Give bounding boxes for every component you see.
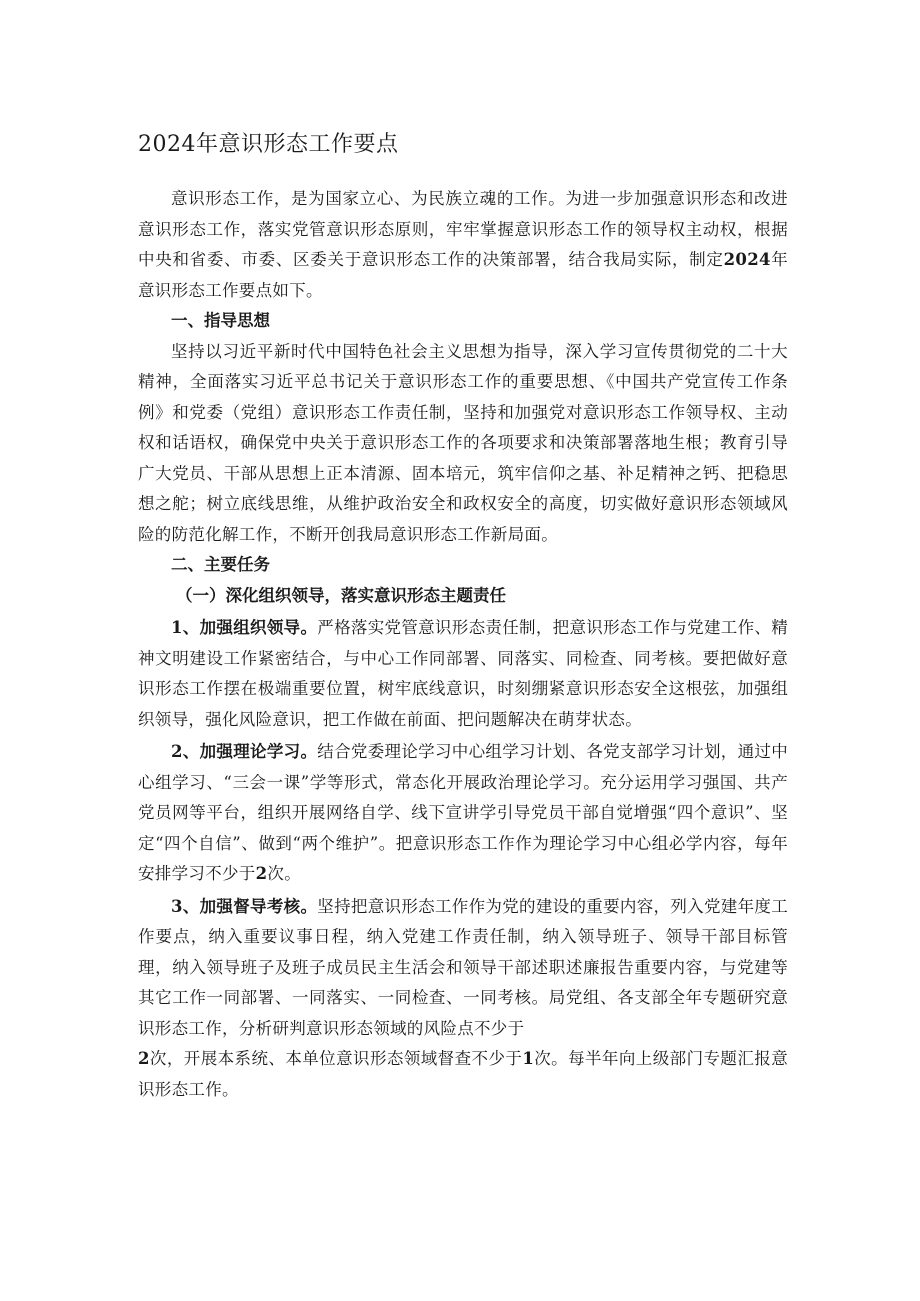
task-item-3-num-2: 1 bbox=[522, 1049, 535, 1068]
document-page bbox=[138, 128, 788, 1105]
intro-paragraph bbox=[138, 184, 788, 306]
task-item-1-lead: 1、加强组织领导。 bbox=[171, 618, 318, 637]
task-item-3-lead: 3、加强督导考核。 bbox=[171, 896, 318, 916]
intro-year: 2024 bbox=[723, 250, 771, 269]
task-item-3-cont-a: 次，开展本系统、本单位意识形态领域督查不少于 bbox=[149, 1049, 523, 1068]
section-heading-guiding-ideology: 一、指导思想 bbox=[171, 311, 270, 330]
subsection-heading-organization: （一）深化组织领导，落实意识形态主题责任 bbox=[175, 585, 506, 605]
task-item-2-tail: 次。 bbox=[267, 864, 301, 883]
intro-text-b: 年意识形态工作要点如下。 bbox=[138, 250, 788, 300]
task-item-1-body: 严格落实党管意识形态责任制，把意识形态工作与党建工作、精神文明建设工作紧密结合，与中心工作同部署、同落实、同检查、同考核。要把做好意识形态工作摆在极端重要位置，树牢底线意识，时刻绷紧意识形态安全这根弦，加强组织领导，强化风险意识，把工作做在前面、把问题解决在萌芽状态。 bbox=[138, 618, 789, 729]
task-item-3 bbox=[138, 892, 788, 1045]
task-item-3-body: 坚持把意识形态工作作为党的建设的重要内容，列入党建年度工作要点，纳入重要议事日程，纳入党建工作责任制，纳入领导班子、领导干部目标管理，纳入领导班子及班子成员民主生活会和领导干部述职述廉报告重要内容，与党建等其它工作一同部署、一同落实、一同检查、一同考核。局党组、各支部全年专题研究意识形态工作，分析研判意识形态领域的风险点不少于 bbox=[138, 896, 789, 1038]
section-heading-main-tasks: 二、主要任务 bbox=[171, 555, 270, 574]
task-item-2 bbox=[138, 737, 788, 890]
document-title: 2024年意识形态工作要点 bbox=[138, 132, 399, 157]
task-item-2-body: 结合党委理论学习中心组学习计划、各党支部学习计划，通过中心组学习、“三会一课”学等形式，常态化开展政治理论学习。充分运用学习强国、共产党员网等平台，组织开展网络自学、线下宣讲学引导党员干部自觉增强“四个意识”、坚定“四个自信”、做到“两个维护”。把意识形态工作作为理论学习中心组必学内容，每年安排学习不少于 bbox=[138, 742, 789, 883]
task-item-2-count: 2 bbox=[255, 864, 268, 883]
task-item-1 bbox=[138, 613, 788, 735]
intro-text-a: 意识形态工作，是为国家立心、为民族立魂的工作。为进一步加强意识形态和改进意识形态工作，落实党管意识形态原则，牢牢掌握意识形态工作的领导权主动权，根据中央和省委、市委、区委关于意识形态工作的决策部署，结合我局实际，制定 bbox=[138, 189, 788, 269]
task-item-3-continuation bbox=[138, 1044, 788, 1105]
task-item-3-cont-b: 次。每半年向上级部门专题汇报意识形态工作。 bbox=[138, 1049, 788, 1099]
guiding-ideology-paragraph: 坚持以习近平新时代中国特色社会主义思想为指导，深入学习宣传贯彻党的二十大精神，全面落实习近平总书记关于意识形态工作的重要思想、《中国共产党宣传工作条例》和党委（党组）意识形态工作责任制，坚持和加强党对意识形态工作领导权、主动权和话语权，确保党中央关于意识形态工作的各项要求和决策部署落地生根；教育引导广大党员、干部从思想上正本清源、固本培元，筑牢信仰之基、补足精神之钙、把稳思想之舵；树立底线思维，从维护政治安全和政权安全的高度，切实做好意识形态领域风险的防范化解工作，不断开创我局意识形态工作新局面。 bbox=[138, 341, 788, 544]
task-item-3-num-1: 2 bbox=[138, 1049, 150, 1068]
task-item-2-lead: 2、加强理论学习。 bbox=[171, 742, 318, 761]
